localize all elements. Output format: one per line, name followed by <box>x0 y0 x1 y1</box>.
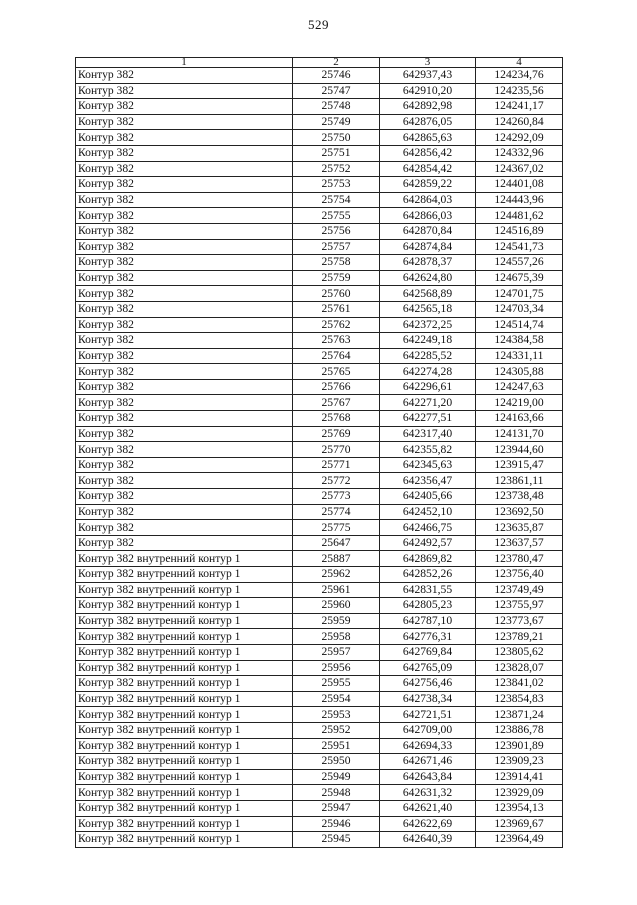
x-coordinate-cell: 642865,63 <box>380 130 476 146</box>
contour-name-cell: Контур 382 <box>76 161 293 177</box>
table-row <box>76 301 563 317</box>
x-coordinate-cell: 642621,40 <box>380 800 476 816</box>
contour-name-cell: Контур 382 <box>76 489 293 505</box>
y-coordinate-cell: 124235,56 <box>476 83 563 99</box>
point-number-cell: 25756 <box>293 223 380 239</box>
point-number-cell: 25961 <box>293 582 380 598</box>
point-number-cell: 25758 <box>293 255 380 271</box>
y-coordinate-cell: 123969,67 <box>476 816 563 832</box>
table-row <box>76 613 563 629</box>
table-row <box>76 598 563 614</box>
y-coordinate-cell: 123915,47 <box>476 457 563 473</box>
table-header-row <box>76 58 563 68</box>
x-coordinate-cell: 642864,03 <box>380 192 476 208</box>
point-number-cell: 25954 <box>293 691 380 707</box>
x-coordinate-cell: 642852,26 <box>380 567 476 583</box>
point-number-cell: 25771 <box>293 457 380 473</box>
point-number-cell: 25953 <box>293 707 380 723</box>
table-row <box>76 83 563 99</box>
contour-name-cell: Контур 382 внутренний контур 1 <box>76 738 293 754</box>
table-row <box>76 286 563 302</box>
x-coordinate-cell: 642345,63 <box>380 457 476 473</box>
y-coordinate-cell: 123805,62 <box>476 644 563 660</box>
y-coordinate-cell: 124367,02 <box>476 161 563 177</box>
table-row <box>76 473 563 489</box>
table-row <box>76 535 563 551</box>
table-row <box>76 754 563 770</box>
x-coordinate-cell: 642274,28 <box>380 364 476 380</box>
point-number-cell: 25950 <box>293 754 380 770</box>
contour-name-cell: Контур 382 <box>76 68 293 84</box>
y-coordinate-cell: 124332,96 <box>476 145 563 161</box>
point-number-cell: 25957 <box>293 644 380 660</box>
point-number-cell: 25773 <box>293 489 380 505</box>
contour-name-cell: Контур 382 <box>76 208 293 224</box>
table-row <box>76 68 563 84</box>
contour-name-cell: Контур 382 внутренний контур 1 <box>76 598 293 614</box>
contour-name-cell: Контур 382 <box>76 535 293 551</box>
y-coordinate-cell: 123780,47 <box>476 551 563 567</box>
y-coordinate-cell: 124219,00 <box>476 395 563 411</box>
point-number-cell: 25757 <box>293 239 380 255</box>
table-row <box>76 333 563 349</box>
point-number-cell: 25770 <box>293 442 380 458</box>
point-number-cell: 25959 <box>293 613 380 629</box>
x-coordinate-cell: 642372,25 <box>380 317 476 333</box>
table-row <box>76 239 563 255</box>
point-number-cell: 25754 <box>293 192 380 208</box>
table-row <box>76 660 563 676</box>
table-row <box>76 177 563 193</box>
table-row <box>76 551 563 567</box>
contour-name-cell: Контур 382 <box>76 411 293 427</box>
x-coordinate-cell: 642874,84 <box>380 239 476 255</box>
y-coordinate-cell: 124675,39 <box>476 270 563 286</box>
contour-name-cell: Контур 382 <box>76 177 293 193</box>
y-coordinate-cell: 123954,13 <box>476 800 563 816</box>
contour-name-cell: Контур 382 <box>76 270 293 286</box>
x-coordinate-cell: 642565,18 <box>380 301 476 317</box>
y-coordinate-cell: 123929,09 <box>476 785 563 801</box>
contour-name-cell: Контур 382 <box>76 457 293 473</box>
point-number-cell: 25755 <box>293 208 380 224</box>
point-number-cell: 25768 <box>293 411 380 427</box>
x-coordinate-cell: 642878,37 <box>380 255 476 271</box>
x-coordinate-cell: 642249,18 <box>380 333 476 349</box>
x-coordinate-cell: 642492,57 <box>380 535 476 551</box>
y-coordinate-cell: 124481,62 <box>476 208 563 224</box>
x-coordinate-cell: 642854,42 <box>380 161 476 177</box>
y-coordinate-cell: 123692,50 <box>476 504 563 520</box>
y-coordinate-cell: 123909,23 <box>476 754 563 770</box>
y-coordinate-cell: 123773,67 <box>476 613 563 629</box>
y-coordinate-cell: 123828,07 <box>476 660 563 676</box>
point-number-cell: 25760 <box>293 286 380 302</box>
y-coordinate-cell: 124443,96 <box>476 192 563 208</box>
y-coordinate-cell: 123637,57 <box>476 535 563 551</box>
y-coordinate-cell: 124131,70 <box>476 426 563 442</box>
x-coordinate-cell: 642869,82 <box>380 551 476 567</box>
contour-name-cell: Контур 382 <box>76 239 293 255</box>
point-number-cell: 25762 <box>293 317 380 333</box>
table-row <box>76 644 563 660</box>
point-number-cell: 25951 <box>293 738 380 754</box>
y-coordinate-cell: 124514,74 <box>476 317 563 333</box>
x-coordinate-cell: 642870,84 <box>380 223 476 239</box>
point-number-cell: 25761 <box>293 301 380 317</box>
contour-name-cell: Контур 382 <box>76 426 293 442</box>
coordinates-table <box>75 57 563 848</box>
x-coordinate-cell: 642643,84 <box>380 769 476 785</box>
x-coordinate-cell: 642756,46 <box>380 676 476 692</box>
x-coordinate-cell: 642285,52 <box>380 348 476 364</box>
y-coordinate-cell: 124292,09 <box>476 130 563 146</box>
x-coordinate-cell: 642296,61 <box>380 379 476 395</box>
y-coordinate-cell: 124305,88 <box>476 364 563 380</box>
x-coordinate-cell: 642622,69 <box>380 816 476 832</box>
table-row <box>76 99 563 115</box>
contour-name-cell: Контур 382 <box>76 348 293 364</box>
y-coordinate-cell: 123871,24 <box>476 707 563 723</box>
table-row <box>76 691 563 707</box>
x-coordinate-cell: 642671,46 <box>380 754 476 770</box>
point-number-cell: 25753 <box>293 177 380 193</box>
y-coordinate-cell: 124401,08 <box>476 177 563 193</box>
table-row <box>76 800 563 816</box>
x-coordinate-cell: 642831,55 <box>380 582 476 598</box>
y-coordinate-cell: 124260,84 <box>476 114 563 130</box>
contour-name-cell: Контур 382 внутренний контур 1 <box>76 676 293 692</box>
y-coordinate-cell: 123789,21 <box>476 629 563 645</box>
point-number-cell: 25955 <box>293 676 380 692</box>
point-number-cell: 25764 <box>293 348 380 364</box>
contour-name-cell: Контур 382 <box>76 114 293 130</box>
point-number-cell: 25772 <box>293 473 380 489</box>
y-coordinate-cell: 124701,75 <box>476 286 563 302</box>
contour-name-cell: Контур 382 внутренний контур 1 <box>76 769 293 785</box>
point-number-cell: 25749 <box>293 114 380 130</box>
point-number-cell: 25748 <box>293 99 380 115</box>
y-coordinate-cell: 124331,11 <box>476 348 563 364</box>
table-row <box>76 130 563 146</box>
point-number-cell: 25947 <box>293 800 380 816</box>
contour-name-cell: Контур 382 <box>76 255 293 271</box>
table-row <box>76 442 563 458</box>
table-row <box>76 489 563 505</box>
point-number-cell: 25647 <box>293 535 380 551</box>
y-coordinate-cell: 124557,26 <box>476 255 563 271</box>
table-row <box>76 379 563 395</box>
contour-name-cell: Контур 382 внутренний контур 1 <box>76 800 293 816</box>
y-coordinate-cell: 124234,76 <box>476 68 563 84</box>
x-coordinate-cell: 642738,34 <box>380 691 476 707</box>
y-coordinate-cell: 124163,66 <box>476 411 563 427</box>
x-coordinate-cell: 642568,89 <box>380 286 476 302</box>
x-coordinate-cell: 642317,40 <box>380 426 476 442</box>
table-row <box>76 348 563 364</box>
y-coordinate-cell: 123914,41 <box>476 769 563 785</box>
y-coordinate-cell: 124241,17 <box>476 99 563 115</box>
table-row <box>76 676 563 692</box>
contour-name-cell: Контур 382 <box>76 473 293 489</box>
contour-name-cell: Контур 382 <box>76 317 293 333</box>
x-coordinate-cell: 642694,33 <box>380 738 476 754</box>
x-coordinate-cell: 642910,20 <box>380 83 476 99</box>
column-header-1: 1 <box>76 58 293 68</box>
column-header-2: 2 <box>293 58 380 68</box>
contour-name-cell: Контур 382 <box>76 364 293 380</box>
point-number-cell: 25747 <box>293 83 380 99</box>
table-row <box>76 567 563 583</box>
table-row <box>76 161 563 177</box>
point-number-cell: 25774 <box>293 504 380 520</box>
table-row <box>76 520 563 536</box>
table-row <box>76 629 563 645</box>
point-number-cell: 25958 <box>293 629 380 645</box>
table-row <box>76 816 563 832</box>
y-coordinate-cell: 123854,83 <box>476 691 563 707</box>
y-coordinate-cell: 124703,34 <box>476 301 563 317</box>
contour-name-cell: Контур 382 <box>76 301 293 317</box>
point-number-cell: 25945 <box>293 832 380 848</box>
contour-name-cell: Контур 382 внутренний контур 1 <box>76 785 293 801</box>
contour-name-cell: Контур 382 <box>76 442 293 458</box>
point-number-cell: 25765 <box>293 364 380 380</box>
y-coordinate-cell: 123901,89 <box>476 738 563 754</box>
y-coordinate-cell: 123755,97 <box>476 598 563 614</box>
point-number-cell: 25752 <box>293 161 380 177</box>
contour-name-cell: Контур 382 внутренний контур 1 <box>76 582 293 598</box>
contour-name-cell: Контур 382 внутренний контур 1 <box>76 644 293 660</box>
contour-name-cell: Контур 382 <box>76 130 293 146</box>
x-coordinate-cell: 642787,10 <box>380 613 476 629</box>
y-coordinate-cell: 123841,02 <box>476 676 563 692</box>
point-number-cell: 25956 <box>293 660 380 676</box>
y-coordinate-cell: 123944,60 <box>476 442 563 458</box>
table-row <box>76 738 563 754</box>
y-coordinate-cell: 124247,63 <box>476 379 563 395</box>
y-coordinate-cell: 124384,58 <box>476 333 563 349</box>
table-row <box>76 395 563 411</box>
contour-name-cell: Контур 382 <box>76 504 293 520</box>
x-coordinate-cell: 642640,39 <box>380 832 476 848</box>
page-number: 529 <box>308 17 329 32</box>
contour-name-cell: Контур 382 внутренний контур 1 <box>76 613 293 629</box>
table-row <box>76 223 563 239</box>
contour-name-cell: Контур 382 <box>76 333 293 349</box>
contour-name-cell: Контур 382 <box>76 520 293 536</box>
contour-name-cell: Контур 382 <box>76 395 293 411</box>
point-number-cell: 25751 <box>293 145 380 161</box>
contour-name-cell: Контур 382 внутренний контур 1 <box>76 832 293 848</box>
contour-name-cell: Контур 382 внутренний контур 1 <box>76 707 293 723</box>
point-number-cell: 25769 <box>293 426 380 442</box>
x-coordinate-cell: 642765,09 <box>380 660 476 676</box>
point-number-cell: 25763 <box>293 333 380 349</box>
table-body <box>76 68 563 848</box>
x-coordinate-cell: 642355,82 <box>380 442 476 458</box>
x-coordinate-cell: 642776,31 <box>380 629 476 645</box>
point-number-cell: 25775 <box>293 520 380 536</box>
table-row <box>76 582 563 598</box>
x-coordinate-cell: 642805,23 <box>380 598 476 614</box>
contour-name-cell: Контур 382 внутренний контур 1 <box>76 722 293 738</box>
point-number-cell: 25962 <box>293 567 380 583</box>
column-header-3: 3 <box>380 58 476 68</box>
table-row <box>76 722 563 738</box>
table-row <box>76 114 563 130</box>
table-row <box>76 707 563 723</box>
point-number-cell: 25887 <box>293 551 380 567</box>
point-number-cell: 25766 <box>293 379 380 395</box>
point-number-cell: 25948 <box>293 785 380 801</box>
contour-name-cell: Контур 382 внутренний контур 1 <box>76 567 293 583</box>
table-row <box>76 457 563 473</box>
y-coordinate-cell: 124516,89 <box>476 223 563 239</box>
table-row <box>76 769 563 785</box>
y-coordinate-cell: 123964,49 <box>476 832 563 848</box>
y-coordinate-cell: 123886,78 <box>476 722 563 738</box>
y-coordinate-cell: 124541,73 <box>476 239 563 255</box>
x-coordinate-cell: 642859,22 <box>380 177 476 193</box>
point-number-cell: 25960 <box>293 598 380 614</box>
y-coordinate-cell: 123861,11 <box>476 473 563 489</box>
x-coordinate-cell: 642624,80 <box>380 270 476 286</box>
contour-name-cell: Контур 382 <box>76 286 293 302</box>
point-number-cell: 25952 <box>293 722 380 738</box>
table-row <box>76 426 563 442</box>
contour-name-cell: Контур 382 <box>76 145 293 161</box>
x-coordinate-cell: 642356,47 <box>380 473 476 489</box>
column-header-4: 4 <box>476 58 563 68</box>
x-coordinate-cell: 642876,05 <box>380 114 476 130</box>
contour-name-cell: Контур 382 <box>76 379 293 395</box>
x-coordinate-cell: 642866,03 <box>380 208 476 224</box>
contour-name-cell: Контур 382 внутренний контур 1 <box>76 629 293 645</box>
point-number-cell: 25949 <box>293 769 380 785</box>
x-coordinate-cell: 642452,10 <box>380 504 476 520</box>
x-coordinate-cell: 642631,32 <box>380 785 476 801</box>
table-row <box>76 145 563 161</box>
x-coordinate-cell: 642405,66 <box>380 489 476 505</box>
point-number-cell: 25946 <box>293 816 380 832</box>
point-number-cell: 25746 <box>293 68 380 84</box>
table-row <box>76 364 563 380</box>
contour-name-cell: Контур 382 <box>76 99 293 115</box>
x-coordinate-cell: 642709,00 <box>380 722 476 738</box>
x-coordinate-cell: 642277,51 <box>380 411 476 427</box>
point-number-cell: 25750 <box>293 130 380 146</box>
y-coordinate-cell: 123635,87 <box>476 520 563 536</box>
x-coordinate-cell: 642466,75 <box>380 520 476 536</box>
x-coordinate-cell: 642271,20 <box>380 395 476 411</box>
table-row <box>76 832 563 848</box>
contour-name-cell: Контур 382 внутренний контур 1 <box>76 754 293 770</box>
x-coordinate-cell: 642937,43 <box>380 68 476 84</box>
table-row <box>76 208 563 224</box>
table-row <box>76 270 563 286</box>
table-row <box>76 504 563 520</box>
table-row <box>76 192 563 208</box>
contour-name-cell: Контур 382 <box>76 83 293 99</box>
table-row <box>76 785 563 801</box>
x-coordinate-cell: 642856,42 <box>380 145 476 161</box>
x-coordinate-cell: 642769,84 <box>380 644 476 660</box>
y-coordinate-cell: 123749,49 <box>476 582 563 598</box>
contour-name-cell: Контур 382 <box>76 192 293 208</box>
x-coordinate-cell: 642892,98 <box>380 99 476 115</box>
table-row <box>76 255 563 271</box>
contour-name-cell: Контур 382 внутренний контур 1 <box>76 691 293 707</box>
y-coordinate-cell: 123756,40 <box>476 567 563 583</box>
point-number-cell: 25767 <box>293 395 380 411</box>
contour-name-cell: Контур 382 внутренний контур 1 <box>76 816 293 832</box>
x-coordinate-cell: 642721,51 <box>380 707 476 723</box>
y-coordinate-cell: 123738,48 <box>476 489 563 505</box>
contour-name-cell: Контур 382 внутренний контур 1 <box>76 660 293 676</box>
table-row <box>76 411 563 427</box>
table-row <box>76 317 563 333</box>
contour-name-cell: Контур 382 внутренний контур 1 <box>76 551 293 567</box>
point-number-cell: 25759 <box>293 270 380 286</box>
contour-name-cell: Контур 382 <box>76 223 293 239</box>
